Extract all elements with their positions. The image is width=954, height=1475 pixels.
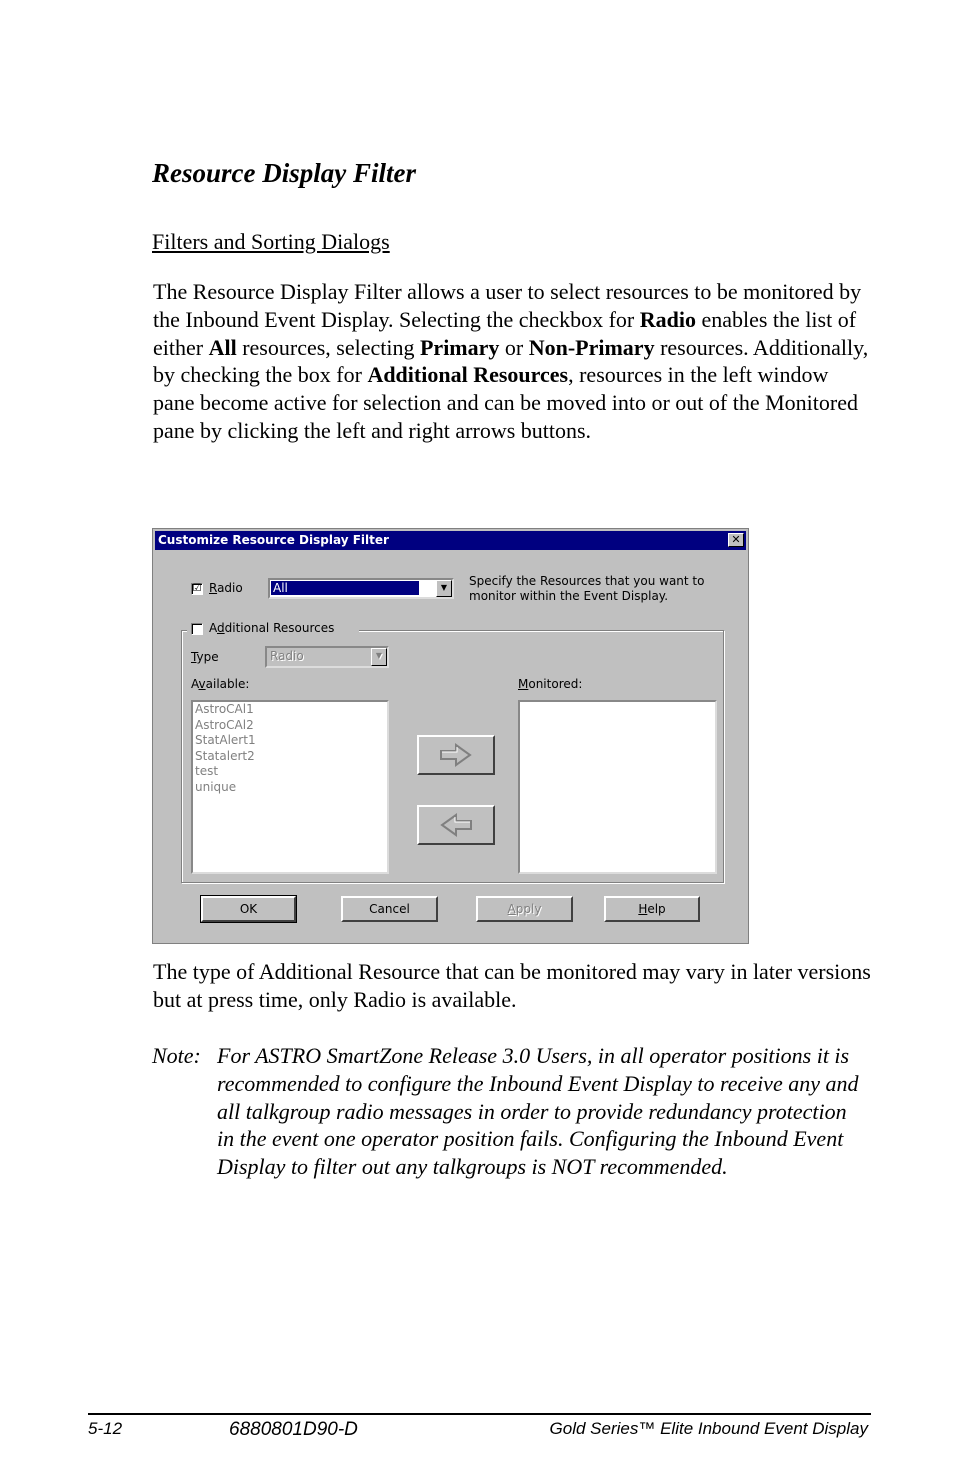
list-item[interactable]: Statalert2 — [195, 748, 255, 763]
apply-button[interactable]: Apply — [476, 896, 573, 922]
move-left-button[interactable] — [417, 805, 495, 845]
filter-hint: Specify the Resources that you want to monitor within the Event Display. — [469, 574, 705, 603]
close-icon: ✕ — [731, 533, 741, 546]
type-value: Radio — [270, 649, 304, 663]
chevron-down-icon[interactable]: ▼ — [371, 648, 387, 666]
radio-checkbox[interactable] — [191, 583, 203, 595]
check-icon: ☑ — [192, 583, 202, 594]
page-number: 5-12 — [88, 1419, 123, 1438]
available-list[interactable] — [191, 700, 389, 874]
dialog-titlebar — [155, 531, 746, 550]
list-item[interactable]: StatAlert1 — [195, 733, 256, 747]
note-text: For ASTRO SmartZone Release 3.0 Users, in all operator positions it is recommended to configure the Inbound Event Display to receive any and all talkgroup radio messages in order to provide redundancy protection in the event one operator position fails. Configuring the Inbound Event Display to filter out any talkgroups is NOT recommended. — [217, 1043, 859, 1180]
available-label: Available: — [191, 677, 250, 691]
list-item[interactable]: AstroCAl1 — [195, 702, 254, 716]
intro-paragraph: The Resource Display Filter allows a user to select resources to be monitored by the Inbound Event Display. Selecting the checkbox for Radio enables the list of either All resources, selecting Primary or Non-Primary resources. Additionally, by checking the box for Additional Resources, resources in the left window pane become active for selection and can be moved into or out of the Monitored pane by clicking the left and right arrows buttons. — [153, 279, 869, 443]
section-title: Resource Display Filter — [152, 158, 416, 188]
type-label: Type — [191, 650, 219, 664]
radio-filter-value: All — [271, 581, 419, 595]
customize-filter-dialog — [152, 528, 749, 944]
doc-title: Gold Series™ Elite Inbound Event Display — [549, 1419, 868, 1438]
note-label: Note: — [152, 1043, 201, 1068]
chevron-down-icon[interactable]: ▼ — [436, 580, 452, 597]
type-select[interactable] — [265, 646, 389, 668]
ok-button[interactable]: OK — [201, 896, 296, 922]
availability-paragraph: The type of Additional Resource that can be monitored may vary in later versions but at press time, only Radio is available. — [153, 959, 871, 1012]
list-item[interactable]: test — [195, 764, 219, 778]
arrow-right-icon — [439, 742, 473, 768]
footer-rule — [88, 1413, 871, 1415]
radio-label: Radio — [209, 581, 243, 595]
help-button[interactable]: Help — [604, 896, 700, 922]
doc-number: 6880801D90-D — [229, 1419, 358, 1440]
monitored-list[interactable] — [518, 700, 717, 874]
dialog-title: Customize Resource Display Filter — [158, 533, 389, 547]
additional-resources-label: Additional Resources — [209, 621, 335, 635]
monitored-label: Monitored: — [518, 677, 583, 691]
move-right-button[interactable] — [417, 735, 495, 775]
radio-filter-select[interactable] — [268, 578, 454, 599]
subheading: Filters and Sorting Dialogs — [152, 229, 390, 254]
close-button[interactable] — [728, 533, 744, 547]
cancel-button[interactable]: Cancel — [341, 896, 438, 922]
list-item[interactable]: AstroCAl2 — [195, 717, 254, 732]
arrow-left-icon — [439, 812, 473, 838]
additional-resources-checkbox[interactable] — [191, 623, 203, 635]
list-item[interactable]: unique — [195, 779, 237, 794]
